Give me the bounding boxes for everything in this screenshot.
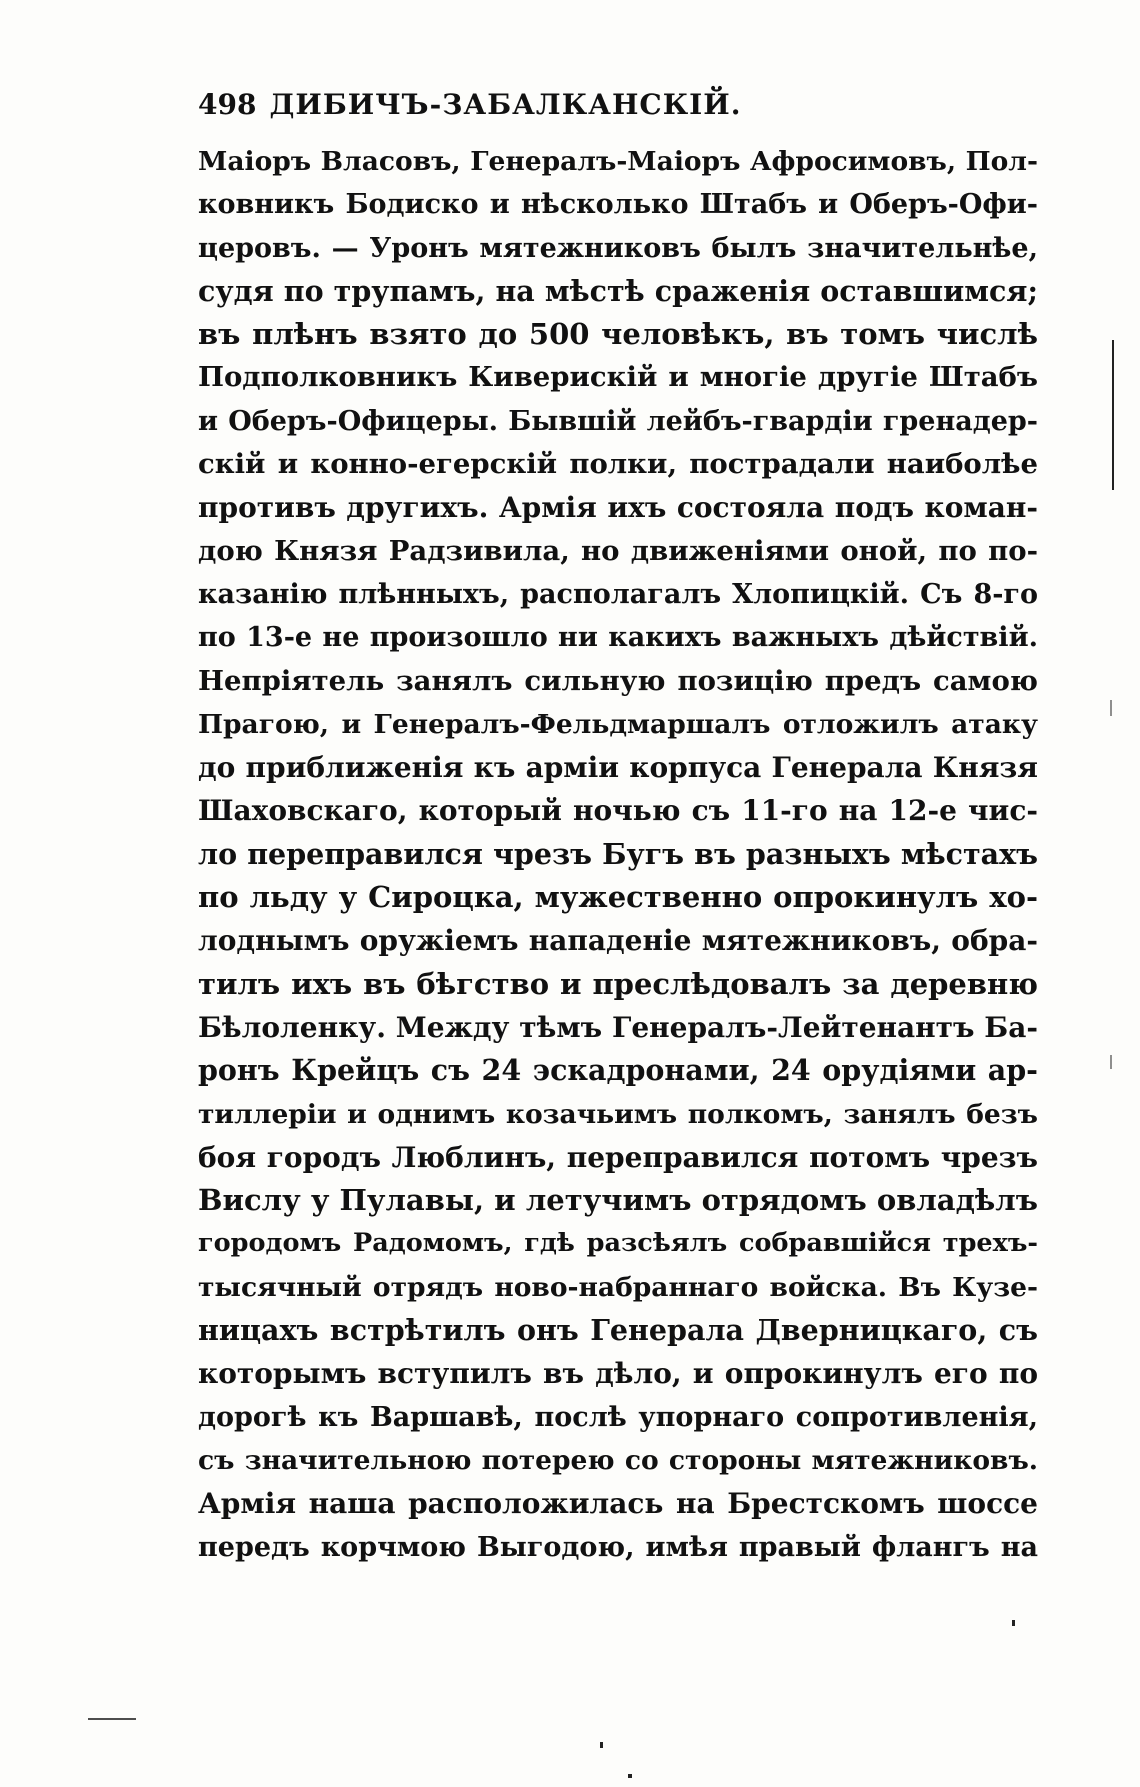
scan-speck: [1012, 1620, 1015, 1626]
text-line: Армія наша расположилась на Брестскомъ шоссе: [198, 1487, 1038, 1521]
text-line: дою Князя Радзивила, но движеніями оной, по по-: [198, 534, 1038, 567]
text-line: скій и конно-егерскій полки, пострадали наиболѣе: [198, 448, 1038, 481]
text-line: ронъ Крейцъ съ 24 эскадронами, 24 орудіями ар-: [198, 1053, 1038, 1088]
text-line: съ значительною потерею со стороны мятежниковъ.: [198, 1444, 1038, 1476]
text-line: противъ другихъ. Армія ихъ состояла подъ коман-: [198, 491, 1038, 525]
text-line: до приближенія къ арміи корпуса Генерала Князя: [198, 751, 1038, 785]
text-line: Подполковникъ Киверискій и многіе другіе Штабъ: [198, 361, 1038, 394]
text-line: по льду у Сироцка, мужественно опрокинулъ хо-: [198, 880, 1038, 915]
text-line: городомъ Радомомъ, гдѣ разсѣялъ собравшійся трехъ-: [198, 1228, 1038, 1259]
text-line: церовъ. — Уронъ мятежниковъ былъ значительнѣе,: [198, 232, 1038, 264]
text-line: Шаховскаго, который ночью съ 11-го на 12-е чис-: [198, 794, 1038, 828]
page-header: [198, 88, 813, 128]
text-line: Прагою, и Генералъ-Фельдмаршалъ отложилъ атаку: [198, 708, 1038, 740]
text-line: ло переправился чрезъ Бугъ въ разныхъ мѣстахъ: [198, 836, 1038, 871]
scan-margin-line: [1112, 340, 1114, 490]
text-line: передъ корчмою Выгодою, имѣя правый флангъ на: [198, 1531, 1038, 1563]
scan-margin-tick: [1110, 1055, 1112, 1069]
text-line: тилъ ихъ въ бѣгство и преслѣдовалъ за деревню: [198, 966, 1038, 1001]
scan-margin-dash: [88, 1718, 136, 1720]
text-line: лоднымъ оружіемъ нападеніе мятежниковъ, обра-: [198, 924, 1038, 958]
text-line: Бѣлоленку. Между тѣмъ Генералъ-Лейтенантъ Ба-: [198, 1010, 1038, 1044]
text-line: по 13-е не произошло ни какихъ важныхъ дѣйствій.: [198, 622, 1038, 654]
text-line: боя городъ Люблинъ, переправился потомъ чрезъ: [198, 1140, 1038, 1174]
running-title: ДИБИЧЪ-ЗАБАЛКАНСКІЙ.: [269, 88, 742, 121]
scan-speck: [600, 1742, 603, 1748]
text-line: тиллеріи и однимъ козачьимъ полкомъ, занялъ безъ: [198, 1098, 1038, 1130]
text-line: судя по трупамъ, на мѣстѣ сраженія оставшимся;: [198, 273, 1038, 308]
body-text: [198, 140, 1038, 1569]
text-line: тысячный отрядъ ново-набраннаго войска. Въ Кузе-: [198, 1271, 1038, 1303]
scan-margin-tick: [1110, 700, 1112, 716]
text-line: и Оберъ-Офицеры. Бывшій лейбъ-гвардіи гренадер-: [198, 405, 1038, 437]
text-line: Маіоръ Власовъ, Генералъ-Маіоръ Афросимовъ, Пол-: [198, 146, 1038, 177]
text-line: которымъ вступилъ въ дѣло, и опрокинулъ его по: [198, 1357, 1038, 1391]
scan-speck: [628, 1774, 632, 1778]
text-line: Непріятель занялъ сильную позицію предъ самою: [198, 664, 1038, 697]
page-number: 498: [198, 88, 257, 121]
text-line: Вислу у Пулавы, и летучимъ отрядомъ овладѣлъ: [198, 1183, 1038, 1218]
text-line: ковникъ Бодиско и нѣсколько Штабъ и Оберъ-Офи-: [198, 189, 1038, 221]
text-line: въ плѣнъ взято до 500 человѣкъ, въ томъ числѣ: [198, 317, 1038, 352]
text-line: ницахъ встрѣтилъ онъ Генерала Дверницкаго, съ: [198, 1313, 1038, 1348]
text-line: дорогѣ къ Варшавѣ, послѣ упорнаго сопротивленія,: [198, 1401, 1038, 1433]
text-line: казанію плѣнныхъ, располагалъ Хлопицкій. Съ 8-го: [198, 578, 1038, 610]
